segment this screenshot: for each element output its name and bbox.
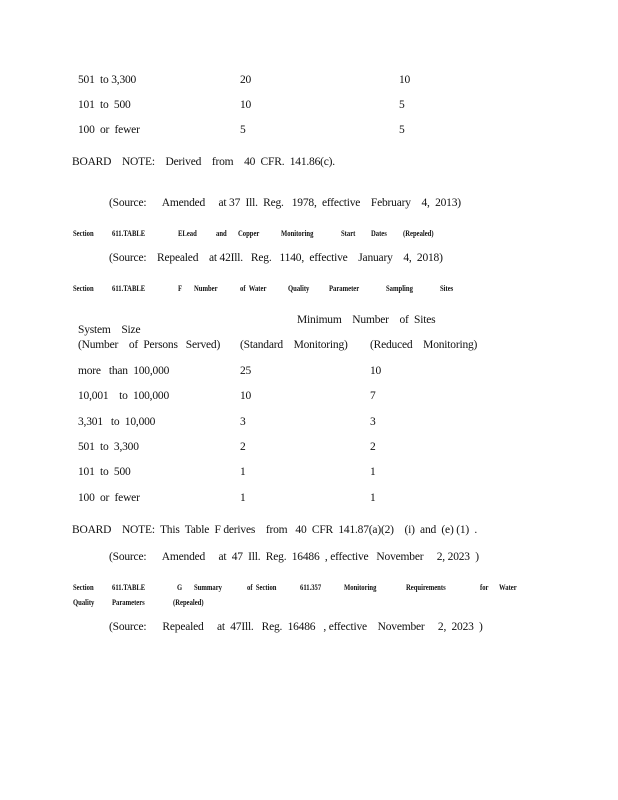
table-f-row-6-size: 100 or fewer <box>78 492 140 504</box>
table-f-header-minimum: Minimum Number of Sites <box>297 314 436 326</box>
table-f-row-4-standard: 2 <box>240 441 246 453</box>
table-f-row-3-size: 3,301 to 10,000 <box>78 416 156 428</box>
table-f-row-5-size: 101 to 500 <box>78 466 131 478</box>
board-note-1: BOARD NOTE: Derived from 40 CFR. 141.86(c). <box>72 156 335 168</box>
top-row-3-size: 100 or fewer <box>78 124 140 136</box>
heading-g-w6: for <box>480 582 489 592</box>
table-f-row-2-reduced: 7 <box>370 390 376 402</box>
table-f-row-5-reduced: 1 <box>370 466 376 478</box>
heading-g-number: 611.TABLE <box>112 582 146 592</box>
table-f-header-persons: (Number of Persons Served) <box>78 339 221 351</box>
heading-g-w4: Monitoring <box>344 582 377 592</box>
heading-e-w2: Copper <box>238 228 260 238</box>
table-f-row-4-size: 501 to 3,300 <box>78 441 139 453</box>
top-row-2-reduced: 5 <box>399 99 405 111</box>
top-row-1-size: 501 to 3,300 <box>78 74 137 86</box>
table-f-row-1-size: more than 100,000 <box>78 365 170 377</box>
table-f-row-4-reduced: 2 <box>370 441 376 453</box>
heading-g-w7: Water <box>499 582 517 592</box>
table-f-row-6-standard: 1 <box>240 492 246 504</box>
table-f-row-5-standard: 1 <box>240 466 246 478</box>
heading-f-w1: Number <box>194 283 218 293</box>
top-row-3-reduced: 5 <box>399 124 405 136</box>
heading-f-w5: Sampling <box>386 283 413 293</box>
table-f-header-reduced: (Reduced Monitoring) <box>370 339 478 351</box>
heading-e-w5: Dates <box>371 228 387 238</box>
source-note-2: (Source: Repealed at 42Ill. Reg. 1140, effective January 4, 2018) <box>109 252 443 264</box>
heading-e-w4: Start <box>341 228 356 238</box>
heading-f-number: 611.TABLE <box>112 283 146 293</box>
heading-g-line2-a: Quality <box>73 597 95 607</box>
top-row-2-standard: 10 <box>240 99 252 111</box>
heading-f-section: Section <box>73 283 94 293</box>
table-f-header-standard: (Standard Monitoring) <box>240 339 348 351</box>
table-f-row-1-standard: 25 <box>240 365 252 377</box>
heading-e-number: 611.TABLE <box>112 228 146 238</box>
heading-f-w3: Quality <box>288 283 310 293</box>
heading-e-w1: and <box>216 228 227 238</box>
heading-e-section: Section <box>73 228 94 238</box>
table-f-row-2-size: 10,001 to 100,000 <box>78 390 169 402</box>
table-f-row-3-standard: 3 <box>240 416 246 428</box>
heading-e-title: ELead <box>178 228 197 238</box>
board-note-2: BOARD NOTE: This Table F derives from 40 CFR 141.87(a)(2) (i) and (e) (1) . <box>72 524 478 536</box>
heading-g-section: Section <box>73 582 94 592</box>
heading-e-w3: Monitoring <box>281 228 314 238</box>
top-row-1-standard: 20 <box>240 74 252 86</box>
heading-f-letter: F <box>178 283 183 293</box>
top-row-2-size: 101 to 500 <box>78 99 131 111</box>
heading-g-w3: 611.357 <box>300 582 322 592</box>
source-note-4: (Source: Repealed at 47Ill. Reg. 16486 , effective November 2, 2023 ) <box>109 621 483 633</box>
heading-f-w6: Sites <box>440 283 454 293</box>
heading-g-letter: G <box>177 582 183 592</box>
heading-g-w5: Requirements <box>406 582 446 592</box>
heading-e-w6: (Repealed) <box>403 228 434 238</box>
top-row-3-standard: 5 <box>240 124 246 136</box>
table-f-row-6-reduced: 1 <box>370 492 376 504</box>
heading-g-w1: Summary <box>194 582 222 592</box>
heading-g-w2: of Section <box>247 582 277 592</box>
top-row-1-reduced: 10 <box>399 74 411 86</box>
source-note-3: (Source: Amended at 47 Ill. Reg. 16486 , effective November 2, 2023 ) <box>109 551 479 563</box>
table-f-row-3-reduced: 3 <box>370 416 376 428</box>
heading-g-line2-c: (Repealed) <box>173 597 204 607</box>
heading-g-line2-b: Parameters <box>112 597 145 607</box>
table-f-row-1-reduced: 10 <box>370 365 382 377</box>
table-f-header-system: System Size <box>78 324 141 336</box>
source-note-1: (Source: Amended at 37 Ill. Reg. 1978, effective February 4, 2013) <box>109 197 461 209</box>
heading-f-w4: Parameter <box>329 283 360 293</box>
table-f-row-2-standard: 10 <box>240 390 252 402</box>
heading-f-w2: of Water <box>240 283 267 293</box>
